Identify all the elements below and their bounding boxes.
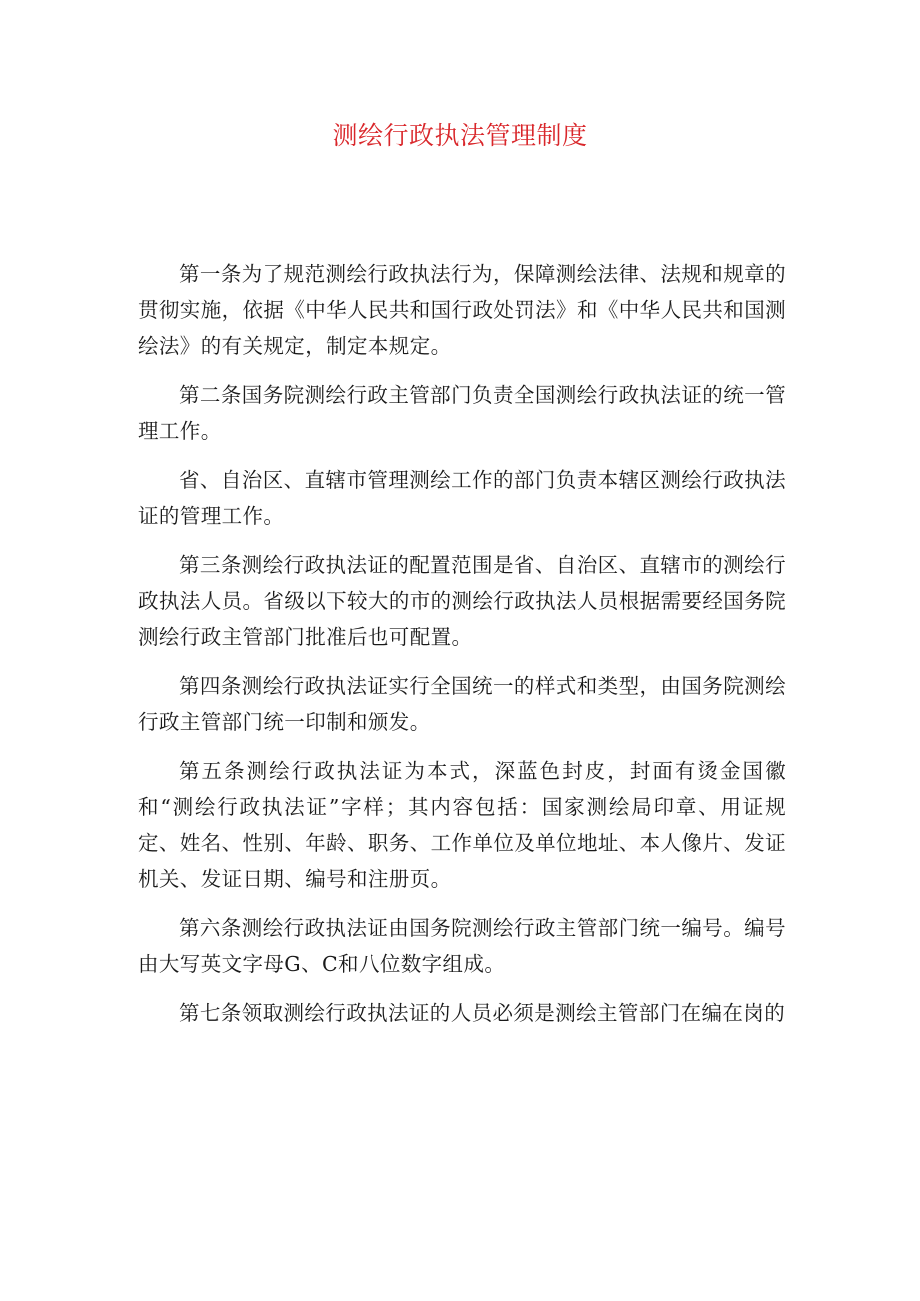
paragraph-article-7: 第七条领取测绘行政执法证的人员必须是测绘主管部门在编在岗的 <box>179 1001 786 1025</box>
paragraph-article-1: 第一条为了规范测绘行政执法行为，保障测绘法律、法规和规章的贯彻实施，依据《中华人民共和国行政处罚法》和《中华人民共和国测绘法》的有关规定，制定本规定。 <box>138 262 786 358</box>
paragraph-article-3: 第三条测绘行政执法证的配置范围是省、自治区、直辖市的测绘行政执法人员。省级以下较大的市的测绘行政执法人员根据需要经国务院测绘行政主管部门批准后也可配置。 <box>138 553 786 649</box>
paragraph-article-6: 第六条测绘行政执法证由国务院测绘行政主管部门统一编号。编号由大写英文字母G、C和八位数字组成。 <box>138 916 786 976</box>
paragraph-article-2: 第二条国务院测绘行政主管部门负责全国测绘行政执法证的统一管理工作。 <box>138 383 786 443</box>
paragraph-article-5: 第五条测绘行政执法证为本式，深蓝色封皮，封面有烫金国徽和“测绘行政执法证”字样；其内容包括：国家测绘局印章、用证规定、姓名、性别、年龄、职务、工作单位及单位地址、本人像片、发证机关、发证日期、编号和注册页。 <box>138 759 786 891</box>
document-body <box>138 256 786 1044</box>
document-title: 测绘行政执法管理制度 <box>332 121 588 150</box>
paragraph-article-4: 第四条测绘行政执法证实行全国统一的样式和类型，由国务院测绘行政主管部门统一印制和颁发。 <box>138 674 786 734</box>
paragraph-article-2-provincial: 省、自治区、直辖市管理测绘工作的部门负责本辖区测绘行政执法证的管理工作。 <box>138 468 786 528</box>
